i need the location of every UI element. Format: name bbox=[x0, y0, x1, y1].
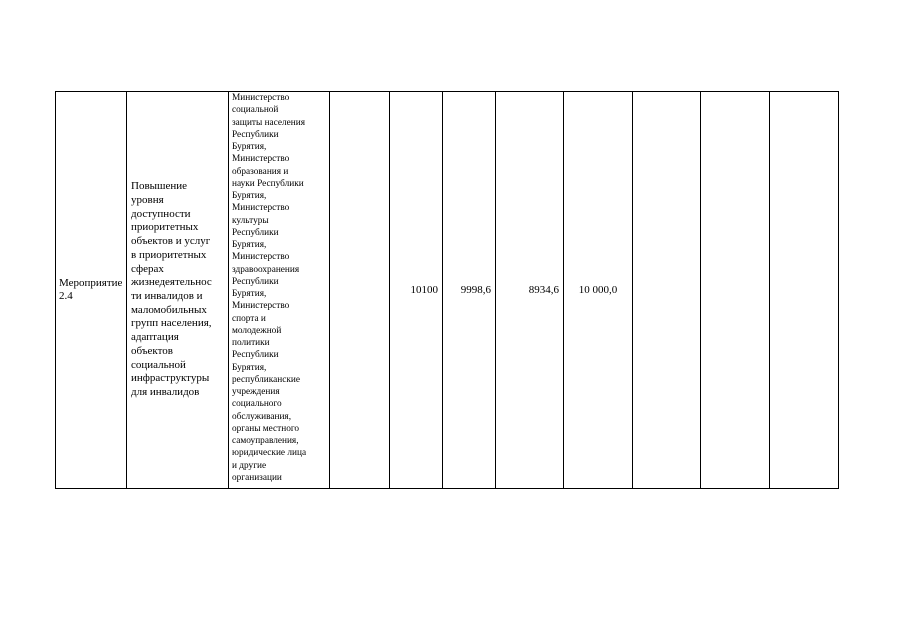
description-line: жизнедеятельнос bbox=[131, 276, 212, 289]
executor-line: органы местного bbox=[232, 423, 300, 434]
executor-line: юридические лица bbox=[232, 448, 307, 459]
executor-line: Республики bbox=[232, 129, 279, 140]
executor-line: Министерство bbox=[232, 93, 290, 103]
executor-line: Бурятия, bbox=[232, 362, 267, 373]
description-line: для инвалидов bbox=[131, 385, 200, 398]
value-cell-4: 10 000,0 bbox=[564, 92, 633, 489]
executor-line: Бурятия, bbox=[232, 289, 267, 299]
measures-table bbox=[55, 91, 839, 489]
executor-line: Бурятия, bbox=[232, 240, 267, 250]
measure-label: Мероприятие 2.4 bbox=[59, 277, 123, 302]
value-cell-3: 8934,6 bbox=[496, 92, 564, 489]
executor-line: самоуправления, bbox=[232, 436, 299, 446]
description-line: объектов bbox=[131, 344, 173, 357]
executor-line: молодежной bbox=[232, 325, 282, 336]
executor-line: науки Республики bbox=[232, 178, 304, 189]
executors-text bbox=[232, 92, 326, 484]
description-line: социальной bbox=[131, 358, 186, 371]
empty-cell-9 bbox=[633, 92, 701, 489]
executor-line: обслуживания, bbox=[232, 411, 292, 422]
executor-line: Министерство bbox=[232, 301, 290, 312]
empty-cell-4 bbox=[330, 92, 390, 489]
executor-line: учреждения bbox=[232, 387, 280, 397]
executor-line: и другие bbox=[232, 460, 267, 471]
executor-line: политики bbox=[232, 338, 270, 348]
description-line: групп населения, bbox=[131, 317, 212, 330]
description-line: Повышение bbox=[131, 180, 188, 193]
description-cell bbox=[127, 92, 229, 489]
description-line: уровня bbox=[131, 194, 164, 207]
executor-line: социальной bbox=[232, 105, 279, 116]
executor-line: Бурятия, bbox=[232, 142, 267, 152]
description-line: инфраструктуры bbox=[131, 372, 210, 385]
value-cell-2: 9998,6 bbox=[443, 92, 496, 489]
empty-cell-10 bbox=[701, 92, 770, 489]
description-line: сферах bbox=[131, 262, 164, 275]
executor-line: социального bbox=[232, 399, 282, 410]
empty-cell-11 bbox=[770, 92, 839, 489]
measure-cell bbox=[56, 92, 127, 489]
description-line: маломобильных bbox=[131, 303, 207, 316]
description-line: ти инвалидов и bbox=[131, 290, 203, 302]
executor-line: образования и bbox=[232, 166, 289, 177]
executor-line: Министерство bbox=[232, 252, 290, 263]
table-row bbox=[56, 92, 839, 489]
executor-line: культуры bbox=[232, 215, 269, 226]
description-line: доступности bbox=[131, 207, 191, 220]
executor-line: Республики bbox=[232, 350, 279, 361]
description-line: в приоритетных bbox=[131, 248, 207, 261]
description-line: адаптация bbox=[131, 331, 179, 344]
executor-line: спорта и bbox=[232, 313, 266, 324]
description-line: объектов и услуг bbox=[131, 235, 211, 248]
executor-line: Республики bbox=[232, 276, 279, 287]
description-text bbox=[131, 180, 224, 399]
value-cell-1: 10100 bbox=[390, 92, 443, 489]
executor-line: здравоохранения bbox=[232, 264, 300, 275]
executor-line: Министерство bbox=[232, 154, 290, 165]
executors-cell bbox=[229, 92, 330, 489]
executor-line: Министерство bbox=[232, 203, 290, 214]
executor-line: республиканские bbox=[232, 374, 300, 385]
executor-line: Республики bbox=[232, 227, 279, 238]
executor-line: Бурятия, bbox=[232, 191, 267, 201]
executor-line: организации bbox=[232, 472, 282, 483]
description-line: приоритетных bbox=[131, 221, 199, 234]
executor-line: защиты населения bbox=[232, 117, 306, 128]
